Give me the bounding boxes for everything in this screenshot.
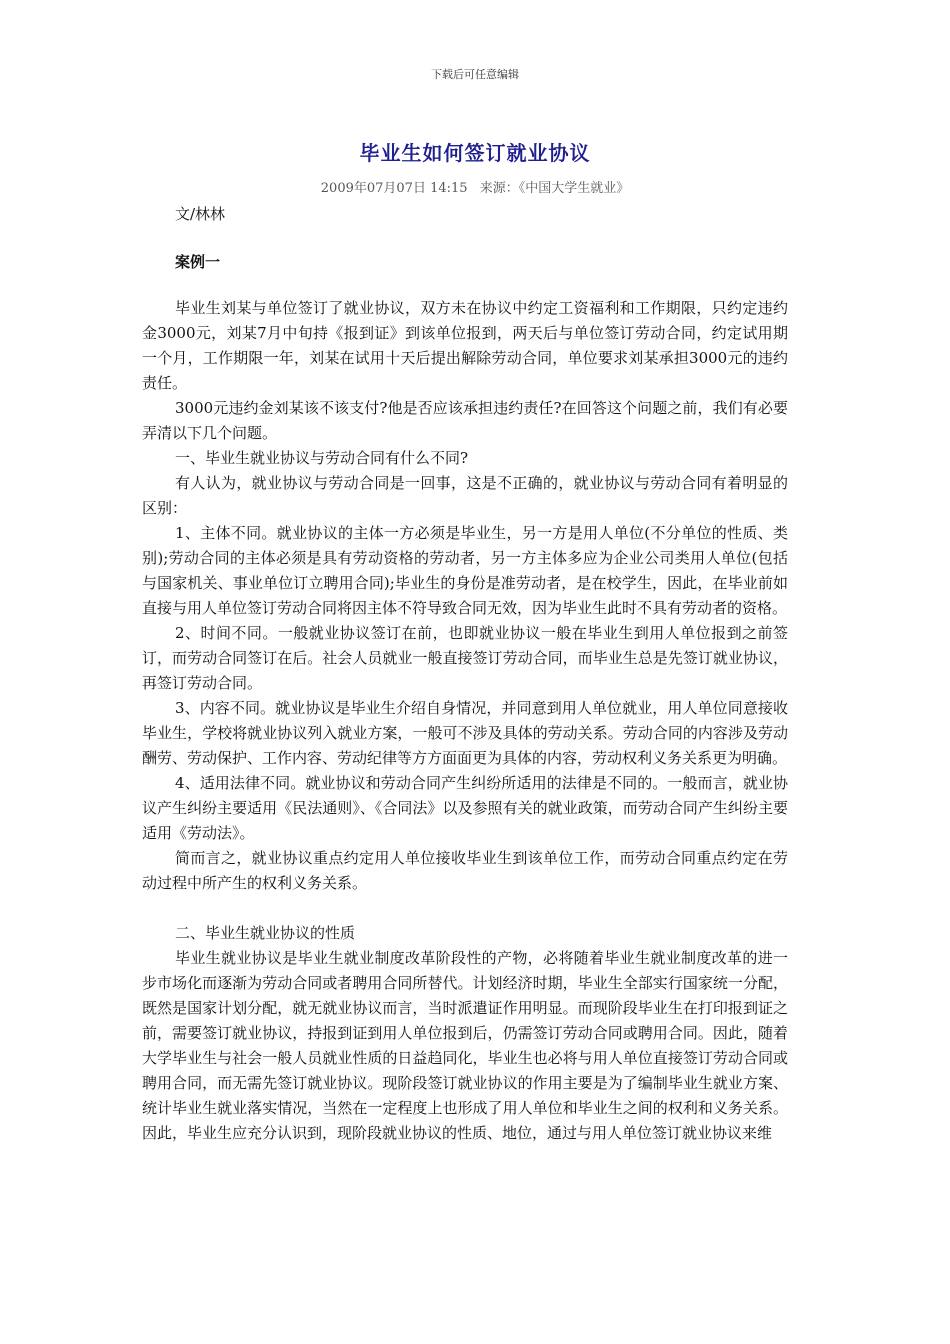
paragraph: 简而言之，就业协议重点约定用人单位接收毕业生到该单位工作，而劳动合同重点约定在劳动过程中所产生的权利义务关系。 [142,849,788,892]
paragraph: 一、毕业生就业协议与劳动合同有什么不同? [175,449,469,467]
article-source: 来源：《中国大学生就业》 [479,181,630,196]
page-title: 毕业生如何签订就业协议 [359,141,591,165]
section-heading: 案例一 [175,253,221,271]
paragraph: 3、内容不同。就业协议是毕业生介绍自身情况，并同意到用人单位就业，用人单位同意接收毕业生，学校将就业协议列入就业方案，一般可不涉及具体的劳动关系。劳动合同的内容涉及劳动酬劳、劳动保护、工作内容、劳动纪律等方方面面更为具体的内容，劳动权利义务关系更为明确。 [142,699,788,767]
article-body [142,296,788,1146]
paragraph: 毕业生刘某与单位签订了就业协议，双方未在协议中约定工资福利和工作期限，只约定违约金3000元，刘某7月中旬持《报到证》到该单位报到，两天后与单位签订劳动合同，约定试用期一个月，工作期限一年，刘某在试用十天后提出解除劳动合同，单位要求刘某承担3000元的违约责任。 [142,299,788,392]
paragraph: 2、时间不同。一般就业协议签订在前，也即就业协议一般在毕业生到用人单位报到之前签订，而劳动合同签订在后。社会人员就业一般直接签订劳动合同，而毕业生总是先签订就业协议，再签订劳动合同。 [142,624,788,692]
paragraph: 有人认为，就业协议与劳动合同是一回事，这是不正确的，就业协议与劳动合同有着明显的区别： [142,474,788,517]
paragraph: 3000元违约金刘某该不该支付?他是否应该承担违约责任?在回答这个问题之前，我们有必要弄清以下几个问题。 [142,399,788,442]
article-meta [0,177,950,196]
paragraph: 1、主体不同。就业协议的主体一方必须是毕业生，另一方是用人单位(不分单位的性质、类别);劳动合同的主体必须是具有劳动资格的劳动者，另一方主体多应为企业公司类用人单位(包括与国家机关、事业单位订立聘用合同);毕业生的身份是准劳动者，是在校学生，因此，在毕业前如直接与用人单位签订劳动合同将因主体不符导致合同无效，因为毕业生此时不具有劳动者的资格。 [142,524,788,617]
subsection-heading: 二、毕业生就业协议的性质 [175,924,356,942]
paragraph: 毕业生就业协议是毕业生就业制度改革阶段性的产物，必将随着毕业生就业制度改革的进一步市场化而逐渐为劳动合同或者聘用合同所替代。计划经济时期，毕业生全部实行国家统一分配，既然是国家计划分配，就无就业协议而言，当时派遣证作用明显。而现阶段毕业生在打印报到证之前，需要签订就业协议，持报到证到用人单位报到后，仍需签订劳动合同或聘用合同。因此，随着大学毕业生与社会一般人员就业性质的日益趋同化，毕业生也必将与用人单位直接签订劳动合同或聘用合同，而无需先签订就业协议。现阶段签订就业协议的作用主要是为了编制毕业生就业方案、统计毕业生就业落实情况，当然在一定程度上也形成了用人单位和毕业生之间的权利和义务关系。因此，毕业生应充分认识到，现阶段就业协议的性质、地位，通过与用人单位签订就业协议来维 [142,949,788,1142]
author-line: 文/林林 [175,205,226,223]
publish-datetime: 2009年07月07日 14:15 [320,181,468,196]
header-note: 下载后可任意编辑 [431,68,519,81]
paragraph: 4、适用法律不同。就业协议和劳动合同产生纠纷所适用的法律是不同的。一般而言，就业协议产生纠纷主要适用《民法通则》、《合同法》以及参照有关的就业政策，而劳动合同产生纠纷主要适用《劳动法》。 [142,774,788,842]
